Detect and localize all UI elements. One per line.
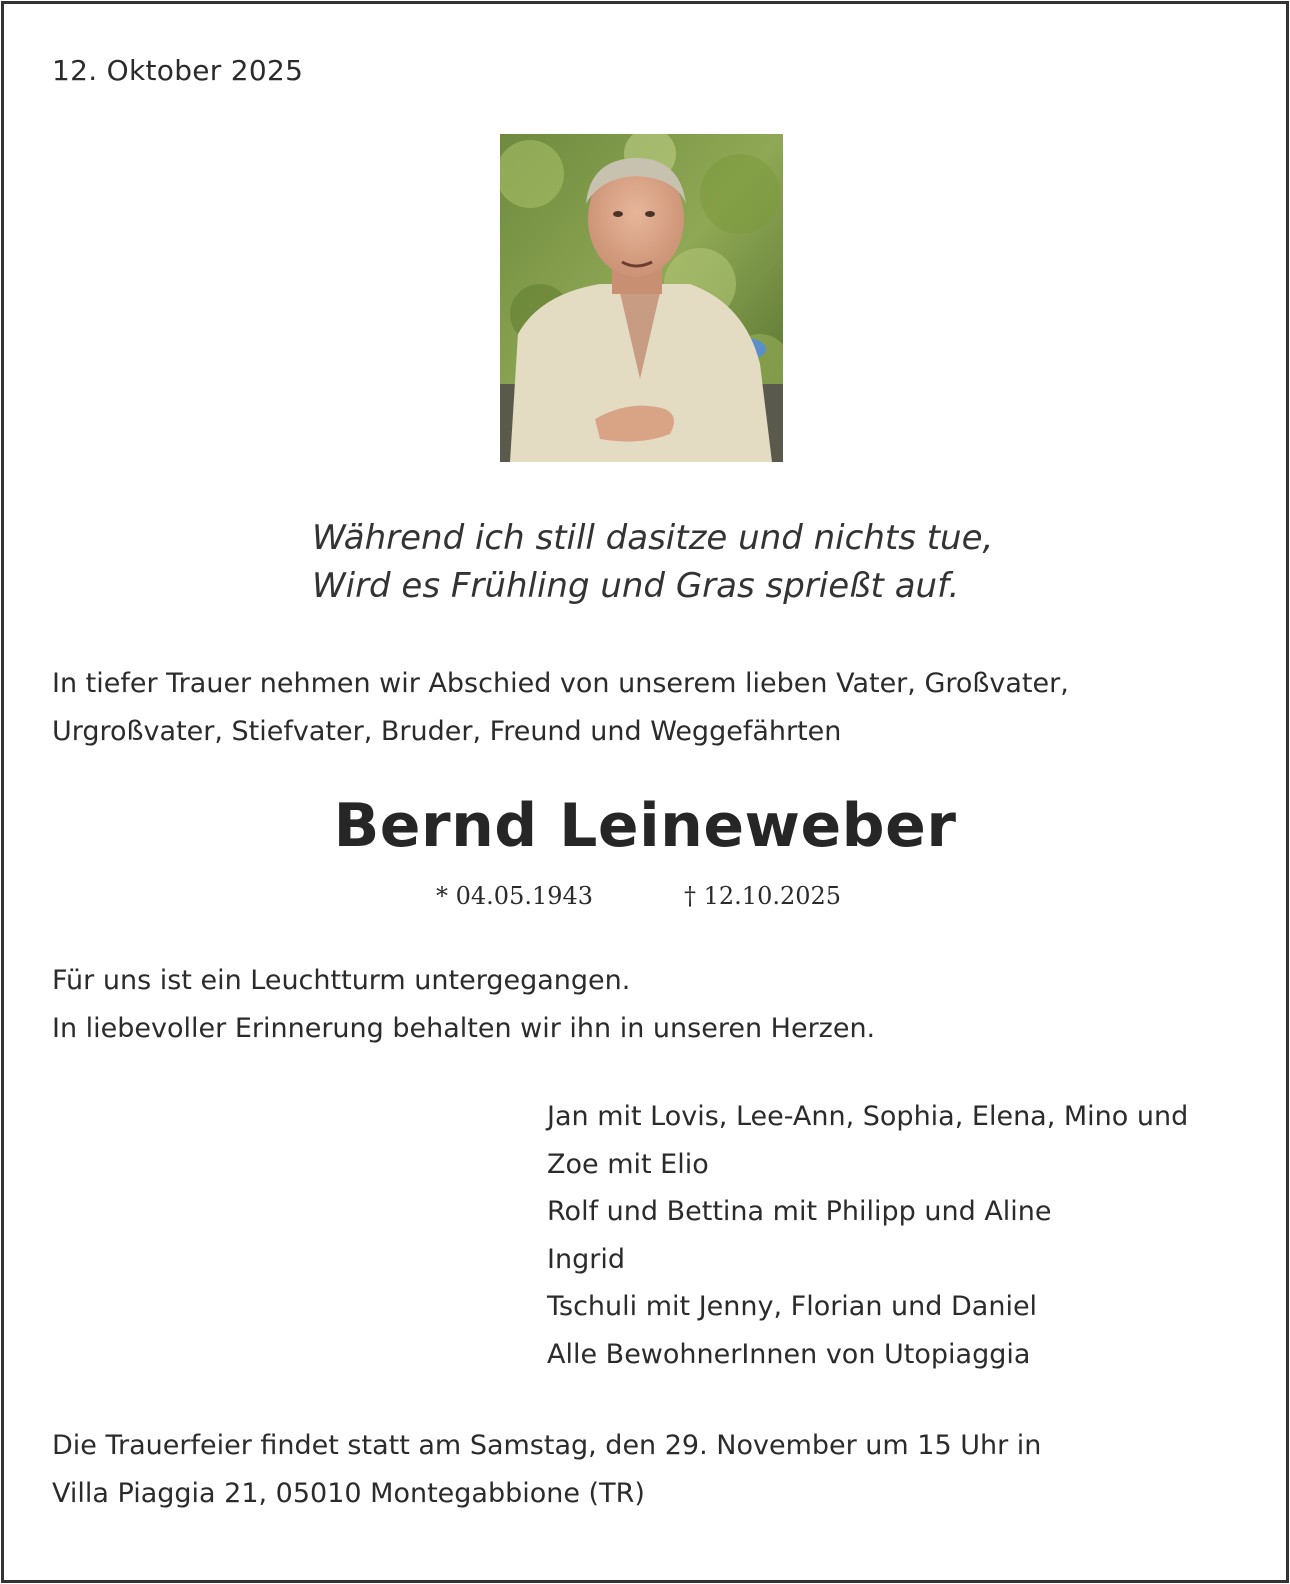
mourner-line: Alle BewohnerInnen von Utopiaggia bbox=[547, 1338, 1031, 1370]
memory-line: In liebevoller Erinnerung behalten wir ihn in unseren Herzen. bbox=[52, 1013, 876, 1044]
memory-line: Für uns ist ein Leuchtturm untergegangen. bbox=[52, 965, 631, 996]
intro-line: In tiefer Trauer nehmen wir Abschied von unserem lieben Vater, Großvater, bbox=[52, 668, 1069, 699]
publication-date: 12. Oktober 2025 bbox=[52, 54, 304, 87]
intro-line: Urgroßvater, Stiefvater, Bruder, Freund und Weggefährten bbox=[52, 716, 842, 747]
mourner-line: Zoe mit Elio bbox=[547, 1148, 709, 1180]
obituary-notice bbox=[1, 1, 1289, 1583]
funeral-info bbox=[52, 1422, 1041, 1518]
funeral-line: Die Trauerfeier findet statt am Samstag, den 29. November um 15 Uhr in bbox=[52, 1430, 1042, 1461]
mourners-list bbox=[547, 1093, 1188, 1379]
mourner-line: Tschuli mit Jenny, Florian und Daniel bbox=[547, 1291, 1038, 1323]
birth-date: * 04.05.1943 bbox=[436, 882, 594, 910]
mourner-line: Ingrid bbox=[547, 1243, 625, 1275]
deceased-name: Bernd Leineweber bbox=[333, 791, 957, 861]
quote-line: Wird es Frühling und Gras sprießt auf. bbox=[312, 566, 960, 606]
mourner-line: Rolf und Bettina mit Philipp und Aline bbox=[547, 1196, 1052, 1228]
quote bbox=[312, 514, 993, 610]
intro-text bbox=[52, 660, 1069, 756]
funeral-line: Villa Piaggia 21, 05010 Montegabbione (TR) bbox=[52, 1478, 645, 1509]
mourner-line: Jan mit Lovis, Lee-Ann, Sophia, Elena, Mino und bbox=[547, 1101, 1189, 1132]
quote-line: Während ich still dasitze und nichts tue, bbox=[312, 518, 994, 558]
portrait-photo bbox=[500, 134, 783, 462]
memory-text bbox=[52, 957, 875, 1053]
death-date: † 12.10.2025 bbox=[684, 882, 842, 910]
